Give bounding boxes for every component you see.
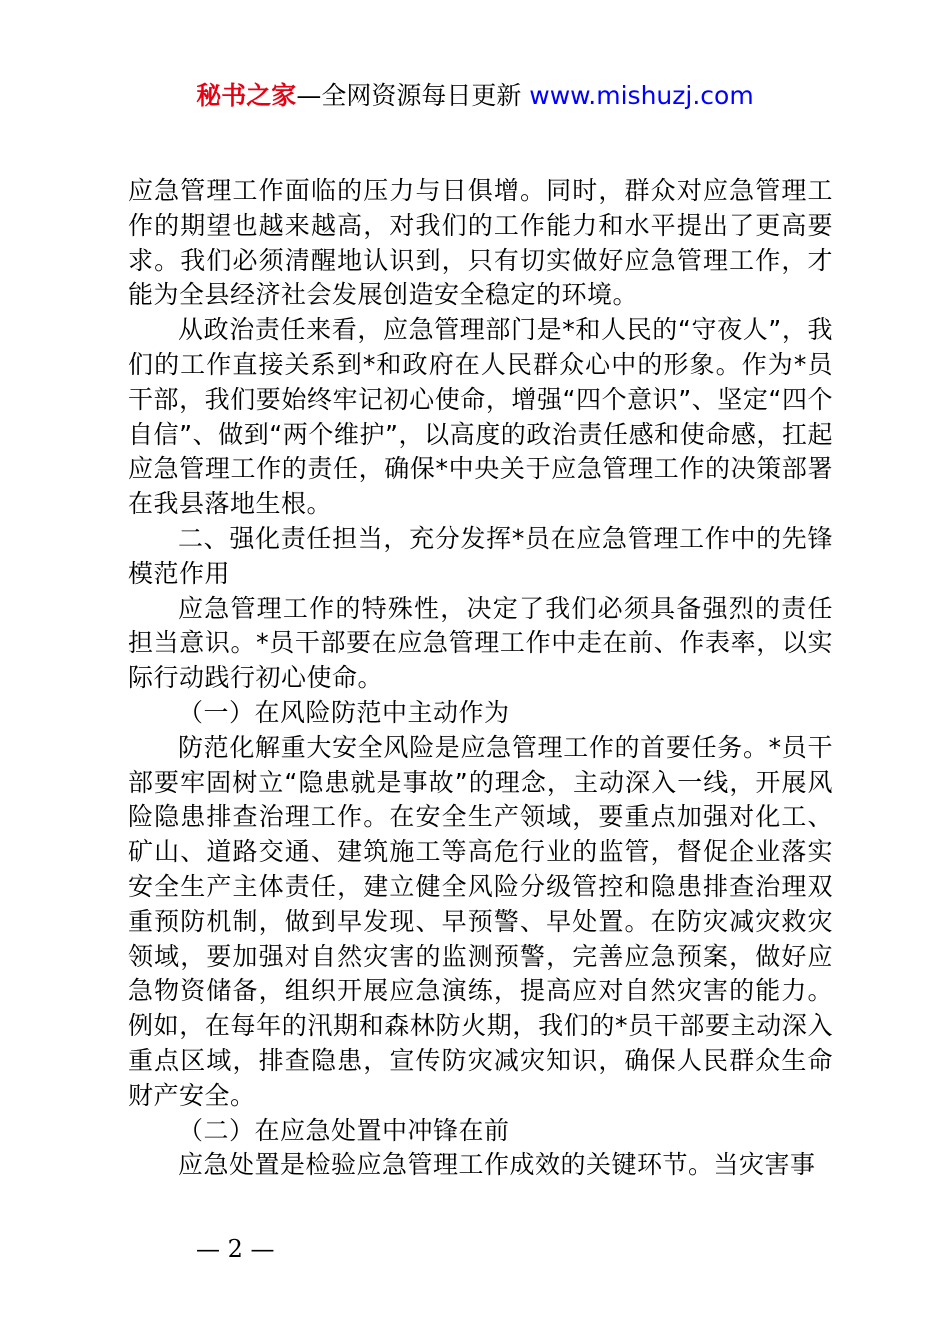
- section-heading: 二、强化责任担当，充分发挥*员在应急管理工作中的先锋模范作用: [128, 523, 833, 588]
- subsection-heading: （二）在应急处置中冲锋在前: [178, 1115, 510, 1145]
- document-body: [128, 174, 833, 1183]
- page-number: — 2 —: [196, 1235, 275, 1263]
- site-url-link[interactable]: www.mishuzj.com: [529, 81, 754, 110]
- paragraph: 应急处置是检验应急管理工作成效的关键环节。当灾害事: [178, 1150, 816, 1180]
- site-header: [0, 78, 950, 114]
- paragraph: 应急管理工作面临的压力与日俱增。同时，群众对应急管理工作的期望也越来越高，对我们的工作能力和水平提出了更高要求。我们必须清醒地认识到，只有切实做好应急管理工作，才能为全县经济社会发展创造安全稳定的环境。: [128, 176, 833, 310]
- site-tagline: —全网资源每日更新: [296, 81, 530, 110]
- paragraph: 应急管理工作的特殊性，决定了我们必须具备强烈的责任担当意识。*员干部要在应急管理工作中走在前、作表率，以实际行动践行初心使命。: [128, 593, 833, 693]
- paragraph: 防范化解重大安全风险是应急管理工作的首要任务。*员干部要牢固树立“隐患就是事故”的理念，主动深入一线，开展风险隐患排查治理工作。在安全生产领域，要重点加强对化工、矿山、道路交通、建筑施工等高危行业的监管，督促企业落实安全生产主体责任，建立健全风险分级管控和隐患排查治理双重预防机制，做到早发现、早预警、早处置。在防灾减灾救灾领域，要加强对自然灾害的监测预警，完善应急预案，做好应急物资储备，组织开展应急演练，提高应对自然灾害的能力。例如，在每年的汛期和森林防火期，我们的*员干部要主动深入重点区域，排查隐患，宣传防灾减灾知识，确保人民群众生命财产安全。: [128, 732, 833, 1110]
- subsection-heading: （一）在风险防范中主动作为: [178, 697, 510, 727]
- paragraph: 从政治责任来看，应急管理部门是*和人民的“守夜人”，我们的工作直接关系到*和政府在人民群众心中的形象。作为*员干部，我们要始终牢记初心使命，增强“四个意识”、坚定“四个自信”、做到“两个维护”，以高度的政治责任感和使命感，扛起应急管理工作的责任，确保*中央关于应急管理工作的决策部署在我县落地生根。: [128, 315, 833, 519]
- site-brand: 秘书之家: [196, 81, 297, 110]
